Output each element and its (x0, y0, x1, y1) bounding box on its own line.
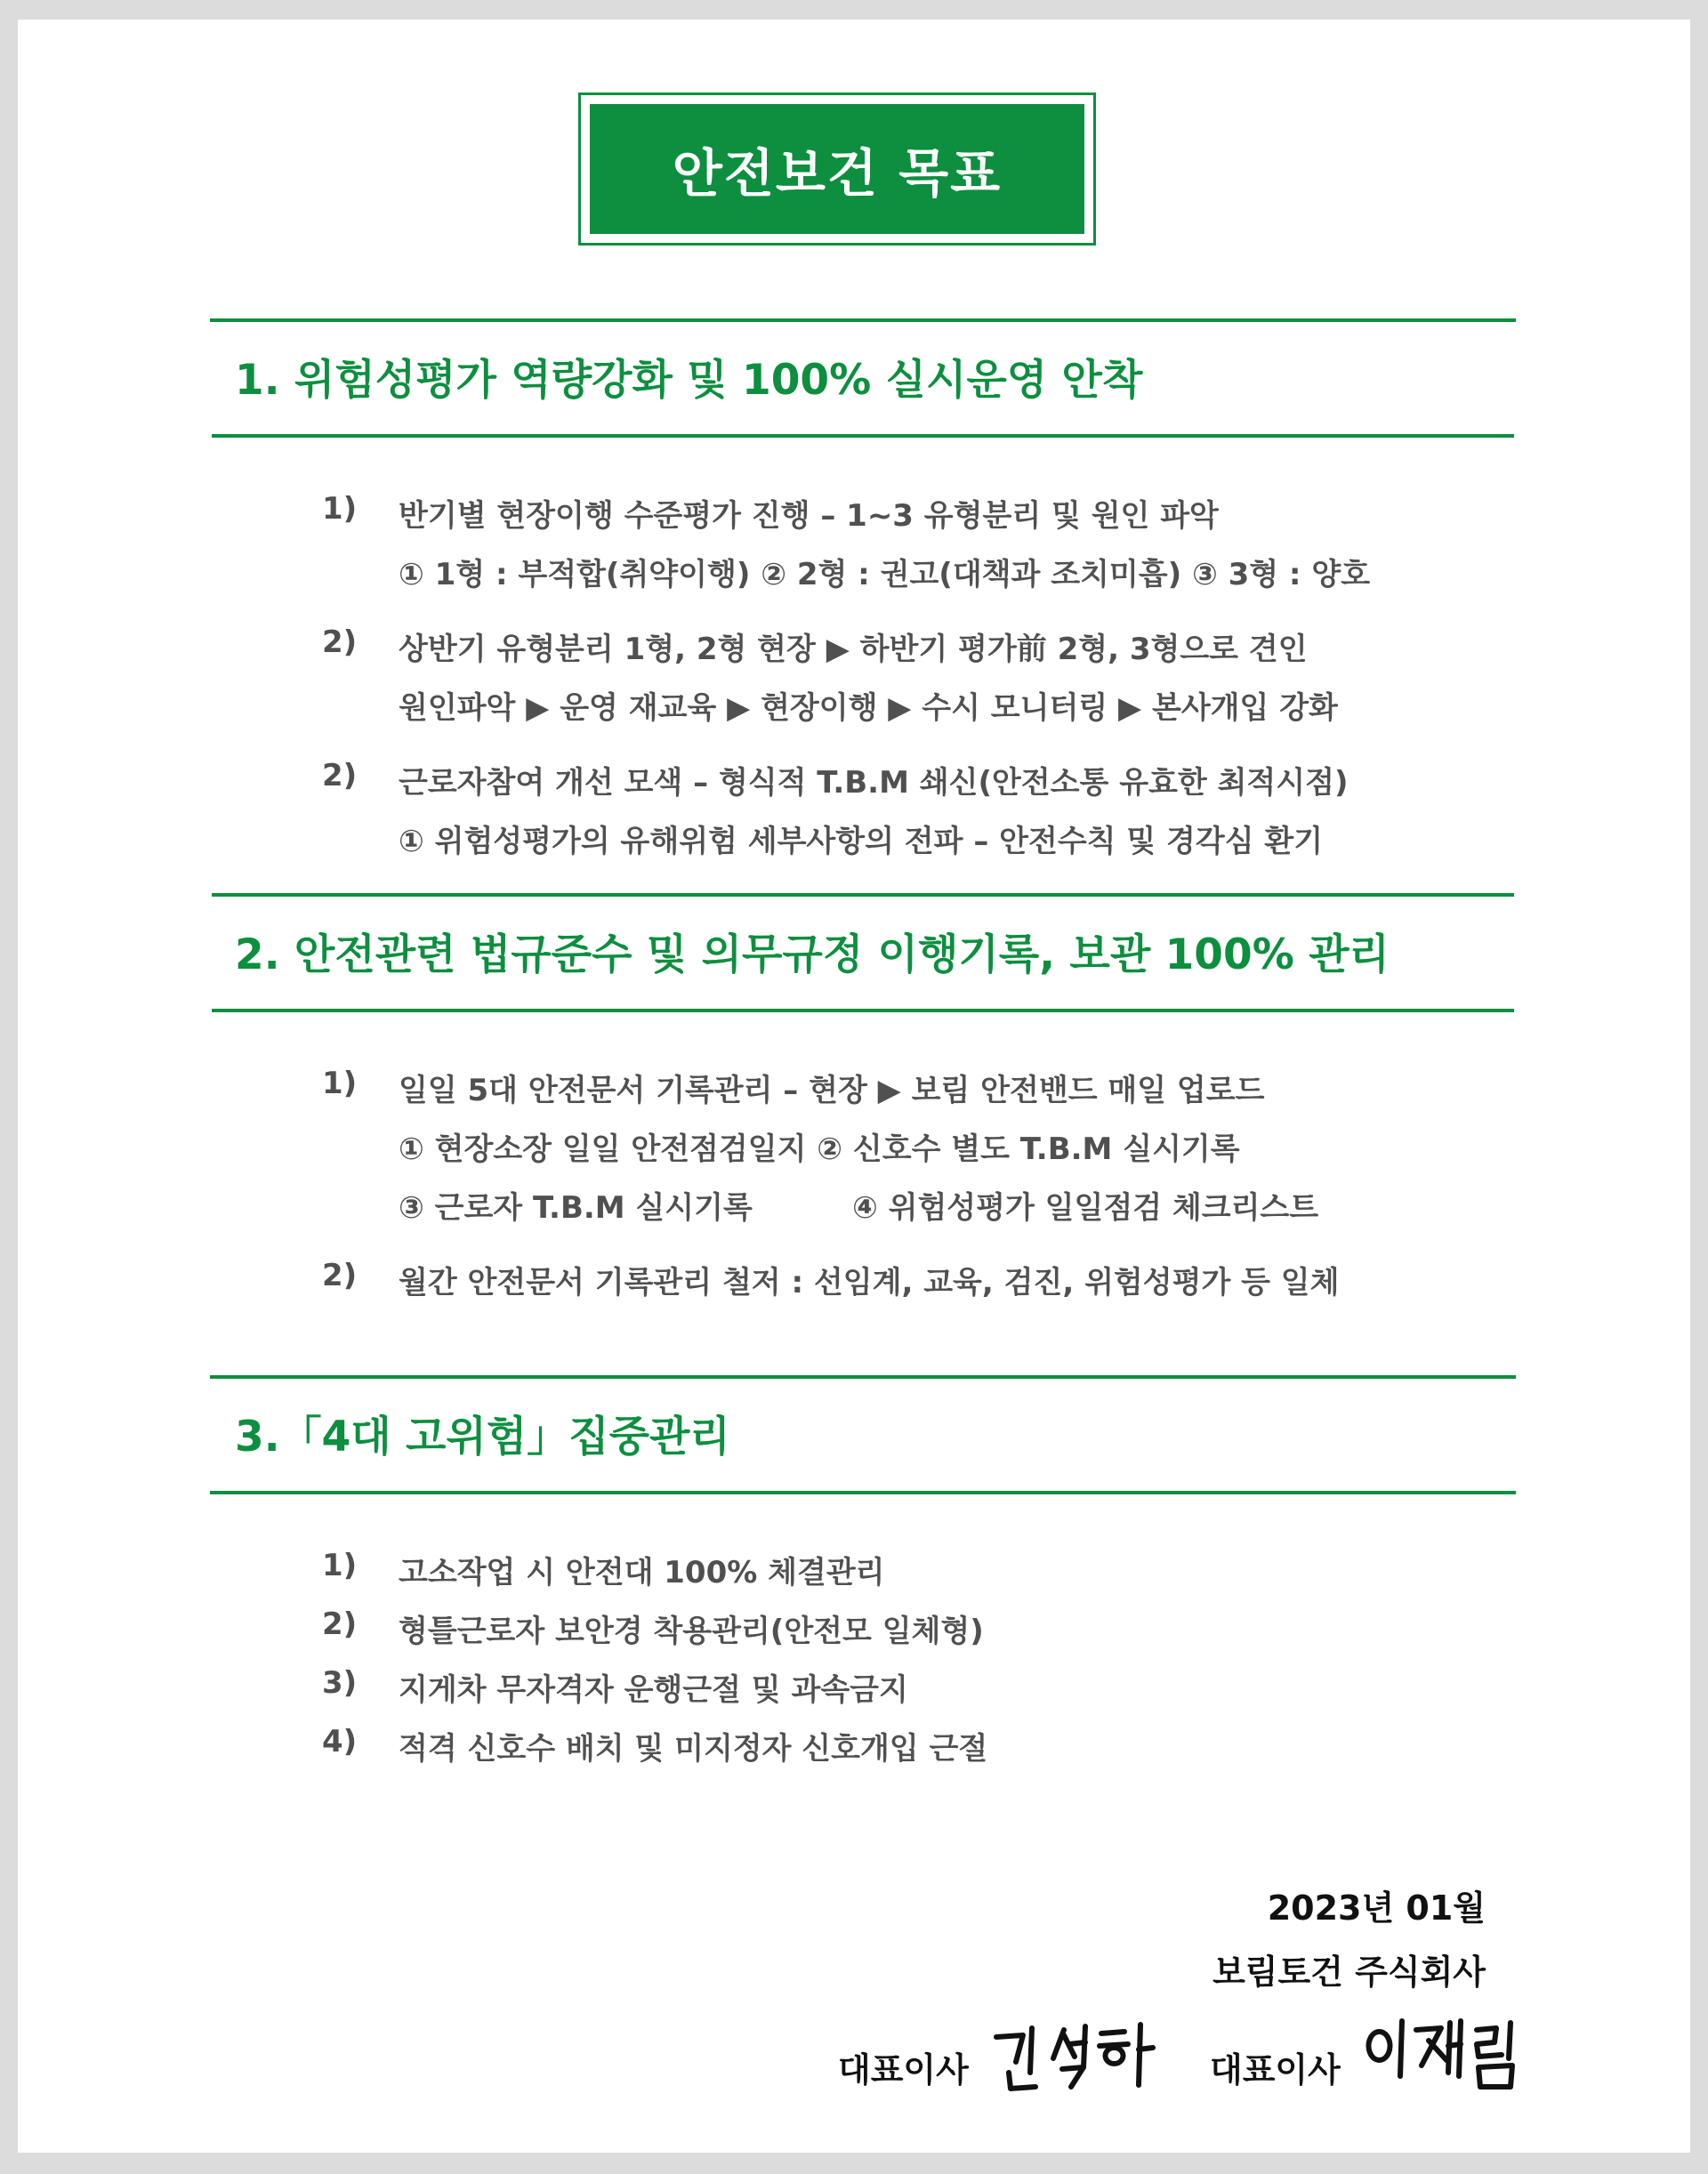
section-2-heading: 2. 안전관련 법규준수 및 의무규정 이행기록, 보관 100% 관리 (235, 930, 1390, 979)
list-item-subtext: ① 현장소장 일일 안전점검일지 ② 신호수 별도 T.B.M 실시기록 (399, 1131, 1240, 1167)
item-number: 1) (322, 1066, 358, 1101)
list-item-text: 고소작업 시 안전대 100% 체결관리 (399, 1555, 885, 1590)
title-box (590, 104, 1084, 234)
list-item-text: 적격 신호수 배치 및 미지정자 신호개입 근절 (399, 1731, 988, 1767)
item-number: 2) (322, 624, 358, 660)
item-number: 1) (322, 491, 358, 527)
item-number: 1) (322, 1548, 358, 1583)
company-name: 보림토건 주식회사 (1213, 1953, 1486, 1992)
title-frame (578, 93, 1096, 246)
list-item-text: 반기별 현장이행 수준평가 진행 – 1~3 유형분리 및 원인 파악 (399, 498, 1219, 534)
section-2-top-rule (212, 893, 1514, 897)
section-3-heading: 3.「4대 고위험」집중관리 (235, 1413, 730, 1461)
item-number: 2) (322, 758, 358, 793)
document-page (18, 20, 1690, 2153)
ceo-1-signature (989, 2017, 1167, 2098)
issue-date: 2023년 01월 (1267, 1888, 1486, 1928)
section-3-top-rule (210, 1375, 1516, 1379)
section-3-bottom-rule (210, 1491, 1516, 1494)
section-1-heading: 1. 위험성평가 역량강화 및 100% 실시운영 안착 (235, 356, 1143, 405)
item-number: 3) (322, 1665, 358, 1701)
page-title: 안전보건 목표 (672, 143, 1003, 204)
item-number: 2) (322, 1258, 358, 1293)
list-item-subtext: ③ 근로자 T.B.M 실시기록 (399, 1190, 753, 1226)
list-item-subtext: ① 1형 : 부적합(취약이행) ② 2형 : 권고(대책과 조치미흡) ③ 3형 : 양호 (399, 557, 1371, 592)
list-item-text: 월간 안전문서 기록관리 철저 : 선임계, 교육, 검진, 위험성평가 등 일체 (399, 1265, 1340, 1300)
ceo-2-signature (1363, 2014, 1532, 2094)
item-number: 4) (322, 1724, 358, 1759)
item-number: 2) (322, 1606, 358, 1642)
ceo-2-label: 대표이사 (1210, 2050, 1341, 2089)
list-item-text: 지게차 무자격자 운행근절 및 과속금지 (399, 1672, 908, 1708)
section-1-top-rule (210, 318, 1516, 322)
list-item-text: 근로자참여 개선 모색 – 형식적 T.B.M 쇄신(안전소통 유효한 최적시점) (399, 765, 1349, 801)
list-item-text: 일일 5대 안전문서 기록관리 – 현장 ▶ 보림 안전밴드 매일 업로드 (399, 1073, 1265, 1108)
ceo-1-label: 대표이사 (838, 2050, 969, 2089)
section-1-bottom-rule (212, 434, 1514, 438)
list-item-subtext: ① 위험성평가의 유해위험 세부사항의 전파 – 안전수칙 및 경각심 환기 (399, 824, 1324, 859)
list-item-subtext: 원인파악 ▶ 운영 재교육 ▶ 현장이행 ▶ 수시 모니터링 ▶ 본사개입 강화 (399, 690, 1338, 726)
section-2-bottom-rule (212, 1009, 1514, 1012)
list-item-text: 상반기 유형분리 1형, 2형 현장 ▶ 하반기 평가前 2형, 3형으로 견인 (399, 632, 1308, 667)
list-item-text: 형틀근로자 보안경 착용관리(안전모 일체형) (399, 1614, 984, 1649)
list-item-subtext: ④ 위험성평가 일일점검 체크리스트 (852, 1190, 1319, 1226)
